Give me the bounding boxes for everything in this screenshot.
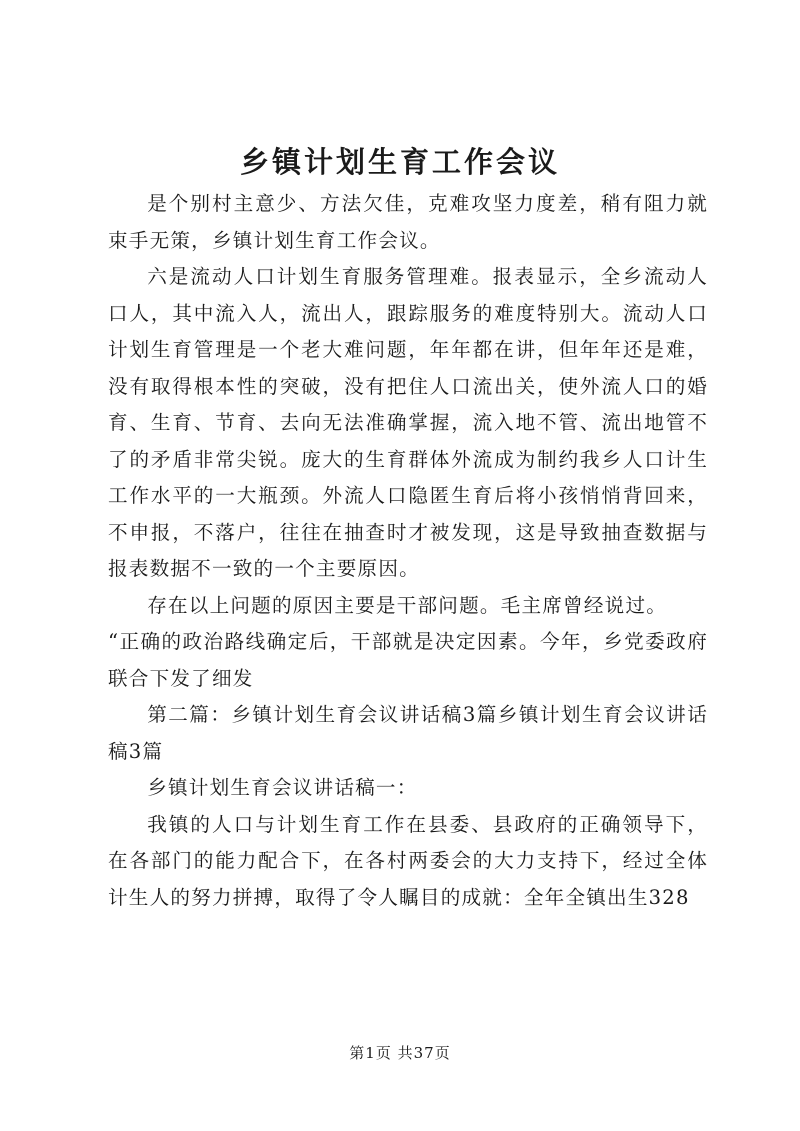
paragraph: 是个别村主意少、方法欠佳，克难攻坚力度差，稍有阻力就束手无策，乡镇计划生育工作会议。 [108, 192, 708, 252]
paragraph: 乡镇计划生育会议讲话稿一： [147, 776, 418, 799]
paragraph: 六是流动人口计划生育服务管理难。报表显示，全乡流动人口人，其中流入人，流出人，跟踪服务的难度特别大。流动人口计划生育管理是一个老大难问题，年年都在讲，但年年还是难，没有取得根本性的突破，没有把住人口流出关，使外流人口的婚育、生育、节育、去向无法准确掌握，流入地不管、流出地管不了的矛盾非常尖锐。庞大的生育群体外流成为制约我乡人口计生工作水平的一大瓶颈。外流人口隐匿生育后将小孩悄悄背回来，不申报，不落户，往往在抽查时才被发现，这是导致抽查数据与报表数据不一致的一个主要原因。 [108, 265, 708, 580]
page-number-footer: 第1页 共37页 [349, 1044, 451, 1062]
section-heading: 第二篇：乡镇计划生育会议讲话稿3篇乡镇计划生育会议讲话稿3篇 [108, 703, 708, 763]
paragraph: 存在以上问题的原因主要是干部问题。毛主席曾经说过。 [147, 593, 668, 617]
document-title: 乡镇计划生育工作会议 [239, 145, 560, 179]
document-body [108, 186, 708, 916]
paragraph: “正确的政治路线确定后，干部就是决定因素。今年，乡党委政府联合下发了细发 [108, 630, 708, 690]
paragraph: 我镇的人口与计划生育工作在县委、县政府的正确领导下，在各部门的能力配合下，在各村两委会的大力支持下，经过全体计生人的努力拼搏，取得了令人瞩目的成就：全年全镇出生328 [108, 812, 708, 909]
